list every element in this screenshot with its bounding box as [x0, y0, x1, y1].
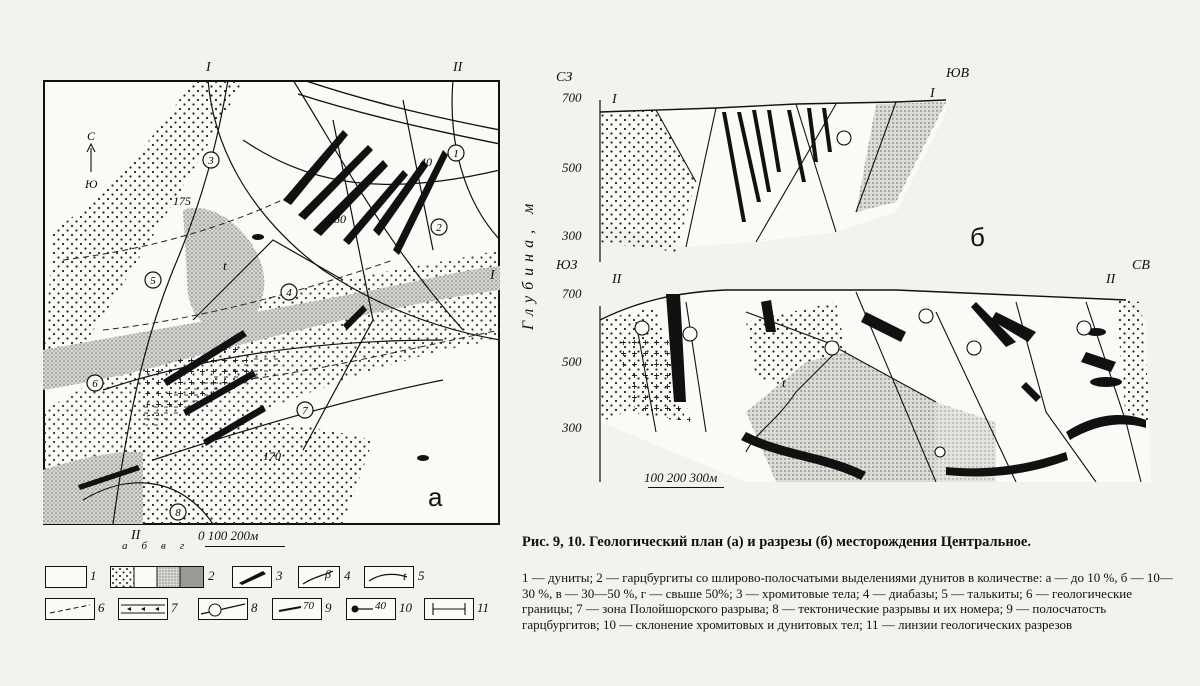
lower-y-tick-700: 700 [562, 286, 582, 301]
legend-swatch-declination [346, 598, 396, 620]
legend-number: 11 [477, 600, 490, 615]
legend-sub-g: г [179, 540, 199, 552]
legend-number: 3 [276, 568, 283, 583]
lower-section-right-direction: СВ [1132, 258, 1150, 273]
legend-number: 8 [251, 600, 258, 615]
talc-label: t [223, 258, 227, 273]
section-mark-II-top: II [453, 60, 463, 75]
legend-sub-v: в [161, 540, 180, 552]
geological-map [43, 80, 500, 525]
legend-swatch-dunite [45, 566, 87, 588]
upper-fault-circle [837, 131, 851, 145]
figure-caption-legend: 1 — дуниты; 2 — гарцбургиты со шлирово-полосчатыми выделениями дунитов в количестве: а — до 10 %, б — 10—30 %, в — 30—50 %, г — свыше 50%; 3 — хромитовые тела; 4 — диабазы; 5 — талькиты; 6 — геологические границы; 7 — зона Полойшорского разрыва; 8 — тектонические разрывы и их номера; 9 — полосчатость гарцбургитов; 10 — склонение хромитовых и дунитовых тел; 11 — линзии геологических разрезов [522, 570, 1173, 632]
lower-talc-label: t [782, 375, 786, 390]
map-scale-bar [205, 546, 285, 547]
legend-number: 1 [90, 568, 97, 583]
legend-number: 5 [418, 568, 425, 583]
legend-number: 6 [98, 600, 105, 615]
legend-decl-40: 40 [375, 600, 386, 612]
south-label: Ю [85, 177, 98, 191]
legend-number: 9 [325, 600, 332, 615]
upper-section-drawing [596, 82, 996, 262]
fault-number-label: 6 [92, 378, 98, 390]
legend-swatch-harzburgite-fill [111, 567, 203, 587]
legend-swatch-harzburgite [110, 566, 204, 588]
lower-section-drawing [596, 282, 1161, 482]
fault-number-label: 4 [286, 287, 292, 299]
legend-number: 7 [171, 600, 178, 615]
legend-swatch-fault [198, 598, 248, 620]
upper-section-left-direction: СЗ [556, 70, 573, 85]
upper-y-tick-300: 300 [562, 228, 582, 243]
legend-swatch-chromite [232, 566, 272, 588]
strike-label: 170 [263, 449, 281, 463]
legend-swatch-diabase [298, 566, 340, 588]
legend-swatch-boundary [45, 598, 95, 620]
section-scale-text: 100 200 300м [644, 470, 718, 485]
legend-number: 4 [344, 568, 351, 583]
harzburgite-zone-south [103, 419, 373, 524]
legend-sub-a: а [122, 540, 142, 552]
figure-caption-title: Рис. 9, 10. Геологический план (а) и разрезы (б) месторождения Центральное. [522, 534, 1031, 550]
legend-swatch-banding [272, 598, 322, 620]
upper-section-I-right: I [930, 86, 935, 101]
section-scale-bar [648, 487, 724, 488]
section-mark-I-right: I [490, 268, 495, 283]
panel-a-letter: а [428, 482, 443, 512]
legend-swatch-talc [364, 566, 414, 588]
legend-number: 10 [399, 600, 412, 615]
legend-swatch-section-line [424, 598, 474, 620]
lower-section-II-right: II [1106, 272, 1116, 287]
legend-sub-letters [122, 540, 198, 552]
panel-b-letter: б [970, 222, 985, 252]
upper-section-I-left: I [612, 92, 617, 107]
upper-section-right-direction: ЮВ [946, 66, 970, 81]
chromite-depth-label: 380 [328, 212, 346, 226]
fault-number-label: 2 [436, 222, 442, 234]
map-scale-text: 0 100 200м [198, 528, 259, 543]
fault-number-label: 5 [150, 275, 156, 287]
upper-y-tick-700: 700 [562, 90, 582, 105]
fault-number-label: 3 [208, 155, 214, 167]
legend-sub-b: б [141, 540, 162, 552]
legend-beta-label: β [325, 567, 331, 581]
north-label: С [87, 129, 96, 143]
declination-label: 40 [420, 155, 432, 169]
fault-number-label: 7 [302, 405, 308, 417]
depth-axis-label: Глубина, м [520, 197, 537, 330]
geological-map-drawing [43, 80, 500, 525]
section-mark-I-top: I [206, 60, 211, 75]
lower-y-tick-300: 300 [562, 420, 582, 435]
lower-y-tick-500: 500 [562, 354, 582, 369]
lower-section-II-left: II [612, 272, 622, 287]
fault-number-label: 1 [453, 148, 459, 160]
legend-t-label: t [403, 569, 407, 583]
strike-label: 175 [173, 194, 191, 208]
legend-number: 2 [208, 568, 215, 583]
lower-section-left-direction: ЮЗ [556, 258, 578, 273]
legend-strike-70: 70 [303, 600, 314, 612]
upper-y-tick-500: 500 [562, 160, 582, 175]
section-mark-II-bottom: II [131, 528, 141, 543]
fault-number-label: 8 [175, 507, 181, 519]
legend-swatch-polojshor [118, 598, 168, 620]
